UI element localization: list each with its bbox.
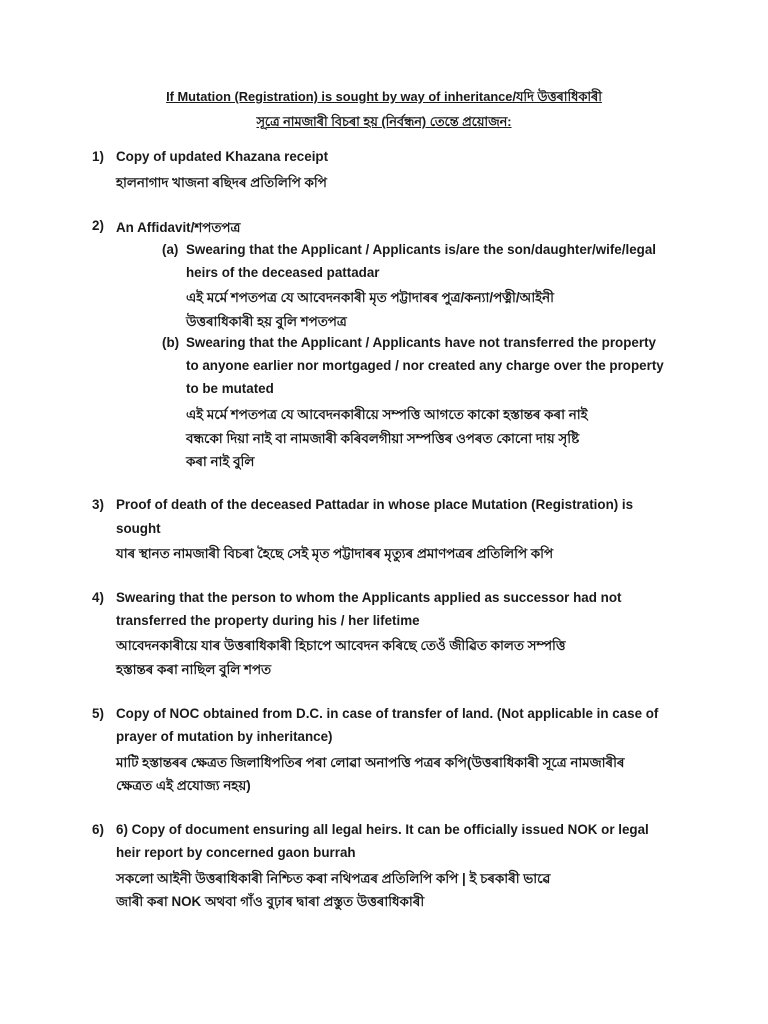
item-4-line-2: transferred the property during his / her lifetime [116,613,420,628]
sub-item-label: (a) [162,242,179,257]
item-5-line-4: ক্ষেত্ৰত এই প্ৰযোজ্য নহয়) [116,778,251,793]
sub-item-label: (b) [162,335,180,350]
sub-a-line-2: heirs of the deceased pattadar [186,265,380,280]
item-5-line-3: মাটি হস্তান্তৰৰ ক্ষেত্ৰত জিলাধিপতিৰ পৰা লোৱা অনাপত্তি পত্ৰৰ কপি(উত্তৰাধিকাৰী সূত্ৰে নামজাৰীৰ [116,755,625,770]
sub-a-line-3: এই মৰ্মে শপতপত্ৰ যে আবেদনকাৰী মৃত পট্টাদাৰৰ পুত্ৰ/কন্যা/পত্নী/আইনী [186,290,554,305]
item-1-line-2: হালনাগাদ খাজনা ৰছিদৰ প্ৰতিলিপি কপি [116,175,327,190]
item-4-line-3: আবেদনকাৰীয়ে যাৰ উত্তৰাধিকাৰী হিচাপে আবেদন কৰিছে তেওঁ জীৱিত কালত সম্পত্তি [116,638,566,653]
item-3-line-2: sought [116,521,161,536]
item-6-line-1: 6) Copy of document ensuring all legal heirs. It can be officially issued NOK or legal [116,822,649,837]
sub-b-line-2: to anyone earlier nor mortgaged / nor created any charge over the property [186,358,664,373]
document-title-line-2: সূত্ৰে নামজাৰী বিচৰা হয় (নিৰ্বন্ধন) তেন্তে প্ৰয়োজন: [256,114,512,129]
item-4-line-4: হস্তান্তৰ কৰা নাছিল বুলি শপত [116,662,272,677]
item-3-line-3: যাৰ স্থানত নামজাৰী বিচৰা হৈছে সেই মৃত পট্টাদাৰৰ মৃত্যুৰ প্ৰমাণপত্ৰৰ প্ৰতিলিপি কপি [116,546,554,561]
sub-a-line-1: Swearing that the Applicant / Applicants is/are the son/daughter/wife/legal [186,242,656,257]
item-5-line-1: Copy of NOC obtained from D.C. in case of transfer of land. (Not applicable in case of [116,706,659,721]
item-5-line-2: prayer of mutation by inheritance) [116,729,333,744]
item-number: 2) [92,218,104,233]
item-6-line-3: সকলো আইনী উত্তৰাধিকাৰী নিশ্চিত কৰা নথিপত্ৰৰ প্ৰতিলিপি কপি | ই চৰকাৰী ভাৱে [116,871,551,886]
item-number: 1) [92,149,104,164]
item-6-line-2: heir report by concerned gaon burrah [116,845,356,860]
sub-b-line-5: বন্ধকো দিয়া নাই বা নামজাৰী কৰিবলগীয়া সম্পত্তিৰ ওপৰত কোনো দায় সৃষ্টি [186,431,580,446]
sub-b-line-4: এই মৰ্মে শপতপত্ৰ যে আবেদনকাৰীয়ে সম্পত্তি আগতে কাকো হস্তান্তৰ কৰা নাই [186,407,588,422]
item-number: 6) [92,822,104,837]
item-number: 3) [92,497,104,512]
item-4-line-1: Swearing that the person to whom the Applicants applied as successor had not [116,590,622,605]
sub-b-line-3: to be mutated [186,381,274,396]
sub-b-line-6: কৰা নাই বুলি [186,454,255,469]
item-6-line-4: জাৰী কৰা NOK অথবা গাঁও বুঢ়াৰ দ্বাৰা প্ৰস্তুত উত্তৰাধিকাৰী [116,894,425,909]
item-number: 4) [92,590,104,605]
item-number: 5) [92,706,104,721]
sub-b-line-1: Swearing that the Applicant / Applicants have not transferred the property [186,335,656,350]
sub-a-line-4: উত্তৰাধিকাৰী হয় বুলি শপতপত্ৰ [186,314,347,329]
item-3-line-1: Proof of death of the deceased Pattadar in whose place Mutation (Registration) is [116,497,634,512]
item-1-line-1: Copy of updated Khazana receipt [116,149,329,164]
item-2-line-1: An Affidavit/শপতপত্ৰ [116,220,241,235]
document-title-line-1: If Mutation (Registration) is sought by way of inheritance/যদি উত্তৰাধিকাৰী [166,89,602,104]
